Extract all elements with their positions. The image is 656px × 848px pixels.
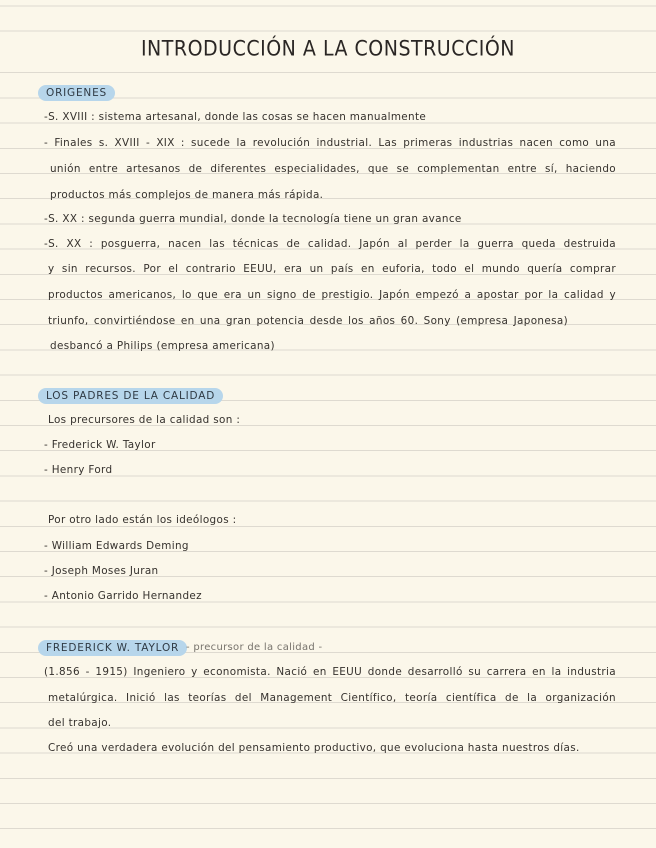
text-line: - Frederick W. Taylor: [44, 439, 156, 451]
text-line: -S. XX : posguerra, nacen las técnicas de calidad. Japón al perder la guerra queda destruida: [44, 238, 616, 250]
text-line: Por otro lado están los ideólogos :: [48, 514, 237, 526]
text-line: -S. XX : segunda guerra mundial, donde la tecnología tiene un gran avance: [44, 213, 462, 225]
text-line: -S. XVIII : sistema artesanal, donde las cosas se hacen manualmente: [44, 111, 427, 123]
text-line: - Finales s. XVIII - XIX : sucede la revolución industrial. Las primeras industrias nacen como una: [44, 137, 616, 149]
section-subtitle: - precursor de la calidad -: [186, 642, 323, 653]
text-line: productos americanos, lo que era un signo de prestigio. Japón empezó a apostar por la calidad y: [48, 289, 616, 301]
text-line: unión entre artesanos de diferentes especialidades, que se complementan entre sí, haciendo: [50, 163, 616, 175]
text-line: desbancó a Philips (empresa americana): [50, 340, 275, 352]
text-line: - William Edwards Deming: [44, 540, 189, 552]
text-line: - Joseph Moses Juran: [44, 565, 159, 577]
text-line: metalúrgica. Inició las teorías del Management Científico, teoría científica de la organización: [48, 692, 616, 704]
section-tag-taylor: FREDERICK W. TAYLOR: [38, 640, 187, 656]
text-line: Creó una verdadera evolución del pensamiento productivo, que evoluciona hasta nuestros días.: [48, 742, 580, 754]
text-line: triunfo, convirtiéndose en una gran potencia desde los años 60. Sony (empresa Japonesa): [48, 315, 568, 327]
page-title: INTRODUCCIÓN A LA CONSTRUCCIÓN: [140, 36, 516, 62]
text-line: productos más complejos de manera más rápida.: [50, 189, 324, 201]
section-tag-origenes: ORIGENES: [38, 85, 115, 101]
text-line: - Antonio Garrido Hernandez: [44, 590, 202, 602]
section-tag-padres-calidad: LOS PADRES DE LA CALIDAD: [38, 388, 223, 404]
text-line: del trabajo.: [48, 717, 112, 729]
text-line: y sin recursos. Por el contrario EEUU, era un país en euforia, todo el mundo quería comprar: [48, 263, 616, 275]
text-line: - Henry Ford: [44, 464, 113, 476]
text-line: Los precursores de la calidad son :: [48, 414, 241, 426]
text-line: (1.856 - 1915) Ingeniero y economista. Nació en EEUU donde desarrolló su carrera en la industria: [44, 666, 616, 678]
